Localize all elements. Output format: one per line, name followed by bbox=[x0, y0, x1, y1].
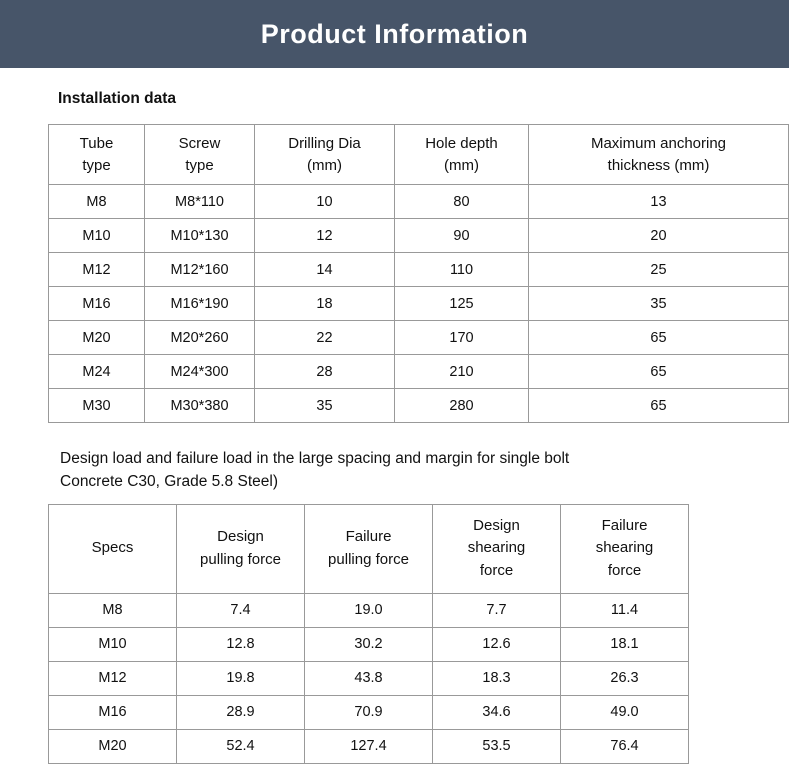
design-load-table bbox=[48, 504, 689, 764]
header-line: type bbox=[185, 156, 214, 174]
cell: 7.7 bbox=[433, 593, 561, 627]
cell: 127.4 bbox=[305, 729, 433, 763]
table-row bbox=[49, 219, 789, 253]
header-line: Design bbox=[473, 516, 520, 534]
cell: 52.4 bbox=[177, 729, 305, 763]
header-line: Failure bbox=[345, 528, 392, 545]
cell: M20 bbox=[49, 729, 177, 763]
page-header bbox=[0, 0, 789, 68]
load-table-note bbox=[60, 447, 789, 494]
cell: 22 bbox=[255, 321, 395, 355]
column-header-design-shearing-force bbox=[433, 504, 561, 593]
cell: 280 bbox=[395, 389, 529, 423]
table-header-row bbox=[49, 125, 789, 185]
cell: 49.0 bbox=[561, 695, 689, 729]
table-row bbox=[49, 287, 789, 321]
cell: 65 bbox=[529, 321, 789, 355]
header-line: Specs bbox=[91, 539, 134, 557]
header-line: force bbox=[479, 561, 514, 579]
column-header-tube-type bbox=[49, 125, 145, 185]
column-header-failure-shearing-force bbox=[561, 504, 689, 593]
header-line: shearing bbox=[467, 539, 526, 557]
cell: M30*380 bbox=[145, 389, 255, 423]
table-row bbox=[49, 661, 689, 695]
cell: 12 bbox=[255, 219, 395, 253]
table-row bbox=[49, 729, 689, 763]
cell: M8 bbox=[49, 593, 177, 627]
cell: M10 bbox=[49, 219, 145, 253]
cell: 35 bbox=[255, 389, 395, 423]
cell: 34.6 bbox=[433, 695, 561, 729]
cell: 90 bbox=[395, 219, 529, 253]
cell: M8 bbox=[49, 185, 145, 219]
cell: 19.8 bbox=[177, 661, 305, 695]
table-row bbox=[49, 627, 689, 661]
cell: 30.2 bbox=[305, 627, 433, 661]
cell: 76.4 bbox=[561, 729, 689, 763]
cell: 80 bbox=[395, 185, 529, 219]
cell: M16*190 bbox=[145, 287, 255, 321]
header-line: Tube bbox=[79, 134, 114, 152]
cell: 20 bbox=[529, 219, 789, 253]
header-line: Screw bbox=[178, 134, 221, 152]
column-header-specs bbox=[49, 504, 177, 593]
cell: 70.9 bbox=[305, 695, 433, 729]
cell: 18 bbox=[255, 287, 395, 321]
cell: M8*110 bbox=[145, 185, 255, 219]
cell: M30 bbox=[49, 389, 145, 423]
header-line: thickness (mm) bbox=[607, 156, 710, 174]
cell: 7.4 bbox=[177, 593, 305, 627]
cell: M24*300 bbox=[145, 355, 255, 389]
column-header-max-anchoring-thickness bbox=[529, 125, 789, 185]
header-line: Hole depth bbox=[425, 134, 498, 152]
header-line: pulling force bbox=[328, 550, 409, 568]
cell: 43.8 bbox=[305, 661, 433, 695]
cell: M24 bbox=[49, 355, 145, 389]
cell: 12.6 bbox=[433, 627, 561, 661]
cell: 170 bbox=[395, 321, 529, 355]
cell: 13 bbox=[529, 185, 789, 219]
header-line: (mm) bbox=[307, 156, 342, 174]
cell: 18.1 bbox=[561, 627, 689, 661]
cell: 25 bbox=[529, 253, 789, 287]
cell: 210 bbox=[395, 355, 529, 389]
note-line-2: Concrete C30, Grade 5.8 Steel) bbox=[60, 473, 278, 491]
cell: M12 bbox=[49, 661, 177, 695]
cell: M20*260 bbox=[145, 321, 255, 355]
page-title: Product Information bbox=[260, 18, 529, 49]
cell: M16 bbox=[49, 695, 177, 729]
cell: M10 bbox=[49, 627, 177, 661]
cell: 28.9 bbox=[177, 695, 305, 729]
table-row bbox=[49, 389, 789, 423]
cell: 110 bbox=[395, 253, 529, 287]
cell: 12.8 bbox=[177, 627, 305, 661]
header-line: Drilling Dia bbox=[288, 134, 361, 152]
cell: 14 bbox=[255, 253, 395, 287]
column-header-drilling-dia bbox=[255, 125, 395, 185]
cell: 53.5 bbox=[433, 729, 561, 763]
cell: 18.3 bbox=[433, 661, 561, 695]
column-header-hole-depth bbox=[395, 125, 529, 185]
header-line: force bbox=[607, 561, 642, 579]
installation-data-table bbox=[48, 124, 789, 423]
column-header-design-pulling-force bbox=[177, 504, 305, 593]
cell: 65 bbox=[529, 389, 789, 423]
column-header-screw-type bbox=[145, 125, 255, 185]
installation-data-heading: Installation data bbox=[58, 90, 176, 107]
cell: 19.0 bbox=[305, 593, 433, 627]
cell: 11.4 bbox=[561, 593, 689, 627]
cell: M20 bbox=[49, 321, 145, 355]
cell: M12*160 bbox=[145, 253, 255, 287]
table-row bbox=[49, 253, 789, 287]
table-header-row bbox=[49, 504, 689, 593]
cell: M10*130 bbox=[145, 219, 255, 253]
cell: M12 bbox=[49, 253, 145, 287]
header-line: pulling force bbox=[200, 550, 281, 568]
cell: 10 bbox=[255, 185, 395, 219]
table-row bbox=[49, 355, 789, 389]
cell: 65 bbox=[529, 355, 789, 389]
cell: 26.3 bbox=[561, 661, 689, 695]
header-line: type bbox=[82, 156, 111, 174]
header-line: Maximum anchoring bbox=[590, 134, 727, 152]
header-line: Failure bbox=[601, 516, 648, 534]
note-line-1: Design load and failure load in the large spacing and margin for single bolt bbox=[60, 450, 570, 467]
cell: 125 bbox=[395, 287, 529, 321]
table-row bbox=[49, 695, 689, 729]
table-row bbox=[49, 321, 789, 355]
cell: 28 bbox=[255, 355, 395, 389]
table-row bbox=[49, 185, 789, 219]
header-line: shearing bbox=[595, 539, 654, 557]
header-line: (mm) bbox=[444, 156, 479, 174]
column-header-failure-pulling-force bbox=[305, 504, 433, 593]
header-line: Design bbox=[217, 528, 264, 545]
table-row bbox=[49, 593, 689, 627]
cell: 35 bbox=[529, 287, 789, 321]
cell: M16 bbox=[49, 287, 145, 321]
